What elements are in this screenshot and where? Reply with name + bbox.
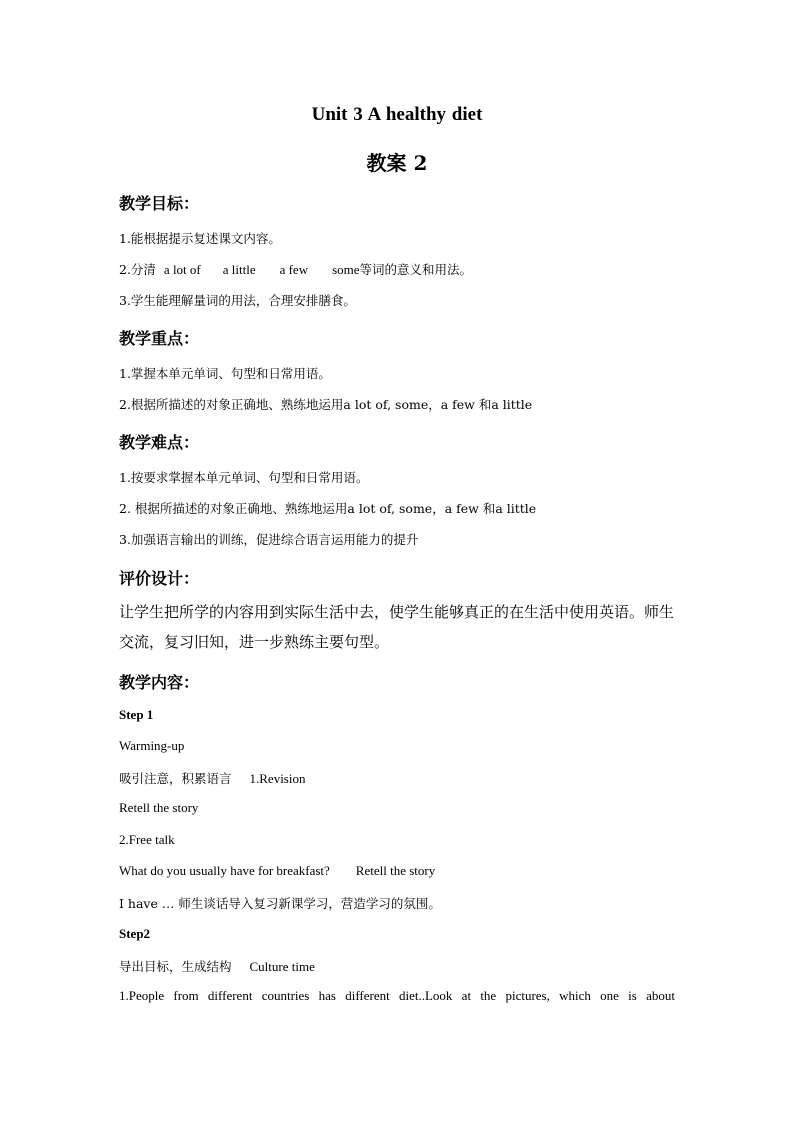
word-a-lot-of: a lot of [163, 262, 201, 277]
evaluation-text: 让学生把所学的内容用到实际生活中去，使学生能够真正的在生活中使用英语。师生交流，复习旧知，进一步熟练主要句型。 [119, 603, 675, 651]
attract-text: 吸引注意，积累语言 [119, 771, 232, 786]
retell-line-1 [119, 800, 198, 816]
revision-text: 1.Revision [249, 771, 306, 786]
objective-item-2-prefix: 2.分清 [119, 262, 156, 277]
i-have-line: I have … 师生谈话导入复习新课学习，营造学习的氛围。 [119, 896, 441, 911]
retell-text-2: Retell the story [355, 863, 436, 878]
attract-line [119, 769, 305, 787]
content-heading: 教学内容： [119, 673, 200, 692]
objective-item-2 [119, 260, 472, 278]
goal-text: 导出目标，生成结构 [119, 959, 232, 974]
people-text: 1.People from different countries has different diet..Look at the pictures, which one is about [119, 988, 675, 1003]
goal-line [119, 957, 315, 975]
word-a-little: a little [222, 262, 256, 277]
key-points-heading: 教学重点： [119, 329, 200, 348]
evaluation-heading: 评价设计： [119, 569, 200, 588]
objective-item-2-tail: 等词的意义和用法。 [359, 262, 473, 277]
retell-text-1: Retell the story [119, 800, 199, 815]
question-text: What do you usually have for breakfast? [119, 863, 330, 878]
free-talk-text: 2.Free talk [119, 832, 175, 847]
difficulties-heading: 教学难点： [119, 433, 200, 452]
step-1-label: Step 1 [119, 707, 154, 722]
difficulty-item-2: 2. 根据所描述的对象正确地、熟练地运用a lot of, some，a few 和a little [119, 501, 537, 516]
objective-item-3: 3.学生能理解量词的用法，合理安排膳食。 [119, 293, 356, 308]
step-2-label: Step2 [119, 926, 151, 941]
difficulty-item-3: 3.加强语言输出的训练，促进综合语言运用能力的提升 [119, 532, 419, 547]
word-some: some [332, 262, 360, 277]
key-point-item-1: 1.掌握本单元单词、句型和日常用语。 [119, 366, 331, 381]
warming-up-label: Warming-up [119, 738, 185, 753]
culture-time-text: Culture time [249, 959, 315, 974]
difficulty-item-1: 1.按要求掌握本单元单词、句型和日常用语。 [119, 470, 369, 485]
question-line [119, 863, 435, 879]
document-subtitle: 教案 2 [366, 151, 428, 175]
objectives-heading: 教学目标： [119, 194, 200, 213]
word-a-few: a few [279, 262, 309, 277]
document-title: Unit 3 A healthy diet [311, 104, 483, 125]
objective-item-1: 1.能根据提示复述课文内容。 [119, 231, 281, 246]
people-line [119, 988, 675, 1004]
key-point-item-2: 2.根据所描述的对象正确地、熟练地运用a lot of, some，a few 和a little [119, 397, 533, 412]
free-talk-line [119, 832, 175, 848]
warming-up-text [119, 738, 184, 754]
